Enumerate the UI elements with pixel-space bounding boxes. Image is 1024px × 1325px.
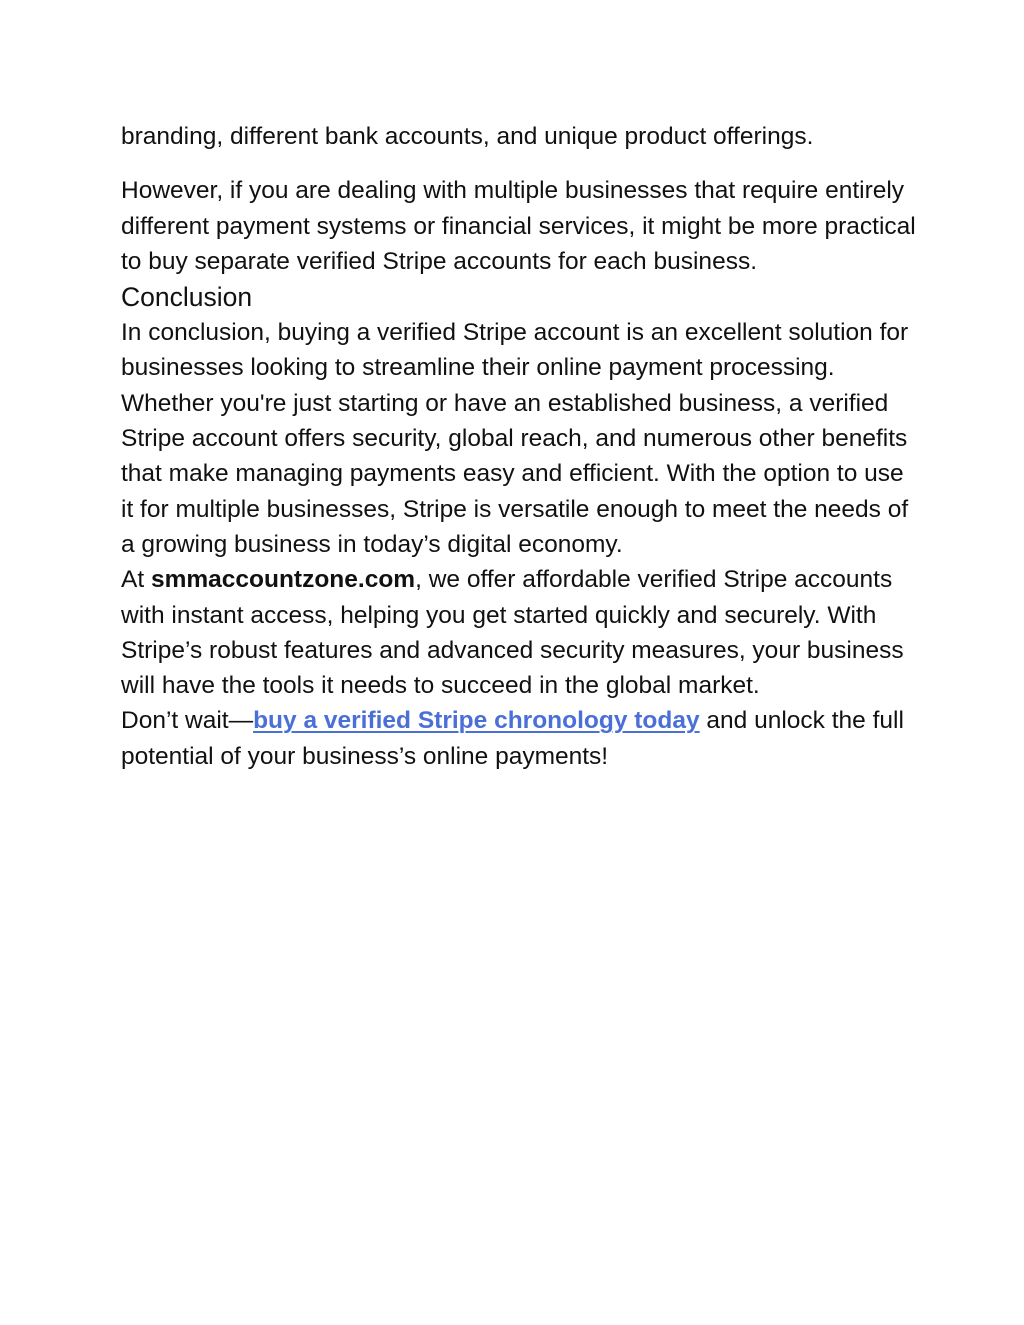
paragraph-conclusion: In conclusion, buying a verified Stripe account is an excellent solution for businesses looking to streamline their online payment processing. Whether you're just starting or have an established business, a verified Stripe account offers security, global reach, and numerous other benefits that make managing payments easy and efficient. With the option to use it for multiple businesses, Stripe is versatile enough to meet the needs of a growing business in today’s digital economy. bbox=[121, 319, 909, 558]
cta-prefix-text: Don’t wait— bbox=[121, 707, 254, 735]
paragraph-multiple-businesses: However, if you are dealing with multiple businesses that require entirely different payment systems or financial services, it might be more practical to buy separate verified Stripe accounts for each business. bbox=[121, 177, 916, 275]
list-item-continuation: branding, different bank accounts, and unique product offerings. bbox=[121, 123, 814, 150]
paragraph-call-to-action bbox=[121, 703, 921, 774]
paragraph-offer bbox=[121, 562, 921, 703]
brand-name: smmaccountzone.com bbox=[150, 566, 416, 594]
offer-body-text: , we offer affordable verified Stripe accounts with instant access, helping you get started quickly and securely. With Stripe’s robust features and advanced security measures, your business will have the tools it needs to succeed in the global market. bbox=[121, 566, 904, 700]
conclusion-heading: Conclusion bbox=[121, 282, 253, 313]
buy-stripe-link[interactable]: buy a verified Stripe chronology today bbox=[253, 707, 700, 735]
offer-prefix-text: At bbox=[121, 566, 151, 594]
cta-suffix-text: and unlock the full potential of your business’s online payments! bbox=[121, 707, 904, 770]
document-body bbox=[121, 119, 921, 774]
